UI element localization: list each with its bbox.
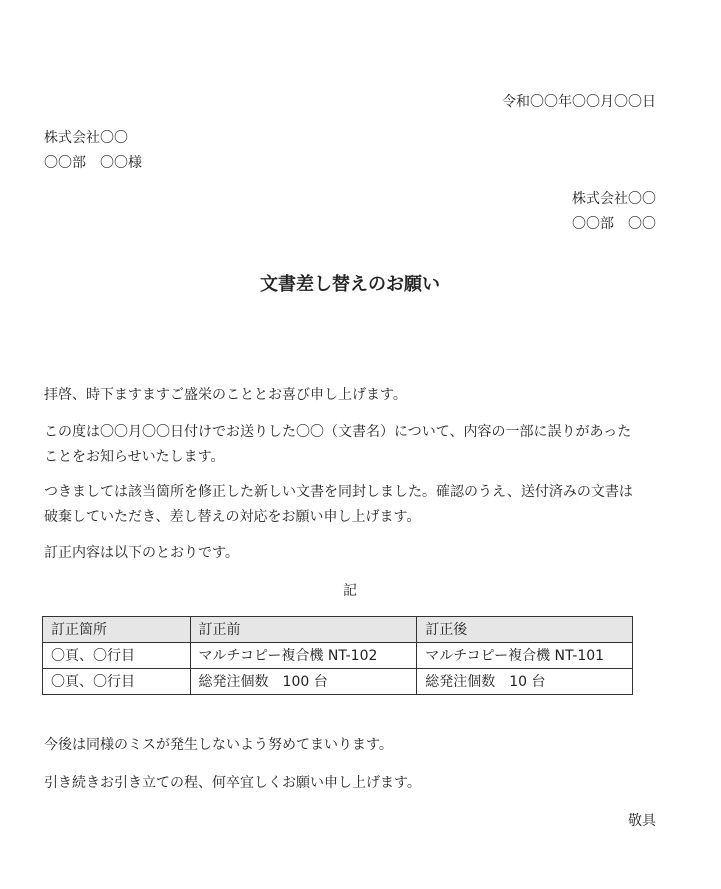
- closing-line-1: 今後は同様のミスが発生しないよう努めてまいります。: [44, 737, 393, 753]
- recipient-company: 株式会社〇〇: [44, 130, 128, 146]
- table-row: [43, 669, 633, 695]
- keigu-closing: 敬具: [628, 813, 656, 829]
- ki-heading: 記: [343, 583, 357, 599]
- table-cell: 総発注個数 100 台: [190, 669, 417, 695]
- table-cell: マルチコピー複合機 NT-102: [190, 643, 417, 669]
- table-cell: マルチコピー複合機 NT-101: [417, 643, 633, 669]
- table-cell: 〇頁、〇行目: [43, 643, 191, 669]
- table-row: [43, 643, 633, 669]
- sender-company: 株式会社〇〇: [572, 191, 656, 207]
- paragraph-1-line-1: この度は〇〇月〇〇日付けでお送りした〇〇（文書名）について、内容の一部に誤りがあった: [44, 424, 632, 440]
- sender-person: 〇〇部 〇〇: [572, 216, 656, 232]
- closing-line-2: 引き続きお引き立ての程、何卒宜しくお願い申し上げます。: [44, 775, 421, 791]
- greeting-text: 拝啓、時下ますますご盛栄のこととお喜び申し上げます。: [44, 387, 407, 403]
- table-header-row: [43, 617, 633, 643]
- paragraph-3: 訂正内容は以下のとおりです。: [44, 545, 239, 561]
- letter-date: 令和〇〇年〇〇月〇〇日: [502, 94, 656, 110]
- recipient-person: 〇〇部 〇〇様: [44, 155, 142, 171]
- table-header-cell: 訂正前: [190, 617, 417, 643]
- paragraph-1-line-2: ことをお知らせいたします。: [44, 449, 225, 465]
- table-header-cell: 訂正後: [417, 617, 633, 643]
- paragraph-2-line-2: 破棄していただき、差し替えの対応をお願い申し上げます。: [44, 509, 421, 525]
- table-cell: 〇頁、〇行目: [43, 669, 191, 695]
- document-title: 文書差し替えのお願い: [260, 274, 440, 295]
- table-cell: 総発注個数 10 台: [417, 669, 633, 695]
- correction-table: [42, 616, 633, 695]
- paragraph-2-line-1: つきましては該当箇所を修正した新しい文書を同封しました。確認のうえ、送付済みの文書は: [44, 484, 633, 500]
- table-header-cell: 訂正箇所: [43, 617, 191, 643]
